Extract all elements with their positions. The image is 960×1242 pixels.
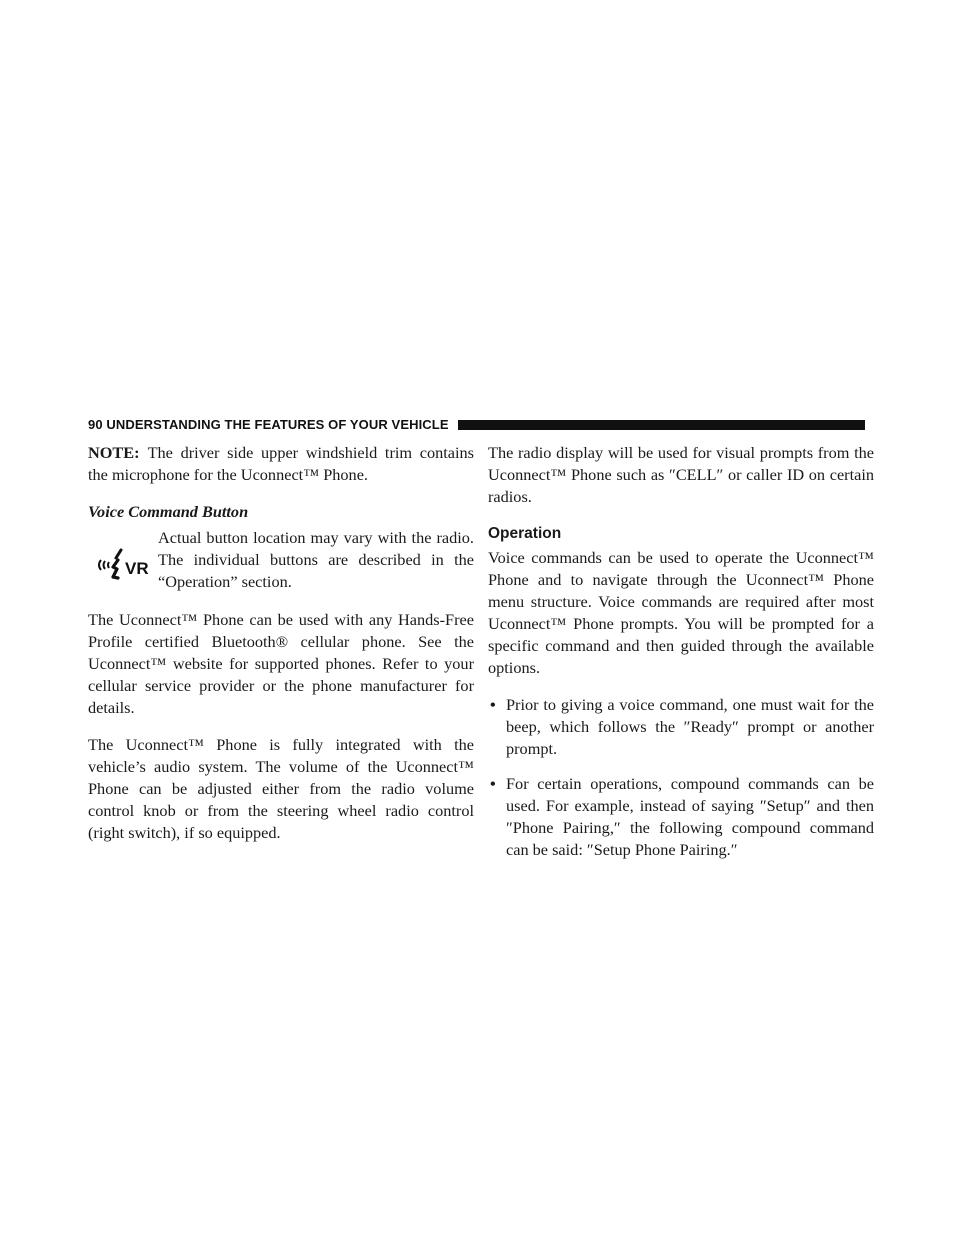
voice-command-text: Actual button location may vary with the radio. The individual buttons are described in the “Operation” section. <box>158 528 474 591</box>
right-column <box>488 442 874 874</box>
page-header <box>88 416 865 434</box>
right-paragraph-1: The radio display will be used for visual prompts from the Uconnect™ Phone such as ″CELL″ or caller ID on certain radios. <box>488 443 874 506</box>
page-header-title: 90 UNDERSTANDING THE FEATURES OF YOUR VEHICLE <box>88 417 449 432</box>
list-item-text: Prior to giving a voice command, one must wait for the beep, which follows the ″Ready″ prompt or another prompt. <box>506 695 874 758</box>
voice-command-heading: Voice Command Button <box>88 502 249 521</box>
left-column <box>88 442 474 859</box>
bullet-dot: • <box>490 695 496 714</box>
left-paragraph-1: The Uconnect™ Phone can be used with any Hands-Free Profile certified Bluetooth® cellular phone. See the Uconnect™ website for supported phones. Refer to your cellular service provider or the phone manufacturer for details. <box>88 610 474 717</box>
right-paragraph-2: Voice commands can be used to operate the Uconnect™ Phone and to navigate through the Uconnect™ Phone menu structure. Voice commands are required after most Uconnect™ Phone prompts. You will be prompted for a specific command and then guided through the available options. <box>488 548 874 677</box>
list-item <box>488 694 874 760</box>
voice-command-block <box>88 527 474 593</box>
voice-recognition-icon-label: VR <box>125 559 149 578</box>
note-label: NOTE: <box>88 443 140 462</box>
left-paragraph-2: The Uconnect™ Phone is fully integrated with the vehicle’s audio system. The volume of the Uconnect™ Phone can be adjusted either from the radio volume control knob or from the steering wheel radio control (right switch), if so equipped. <box>88 735 474 842</box>
voice-recognition-icon <box>94 547 154 581</box>
list-item <box>488 773 874 861</box>
note-text: The driver side upper windshield trim contains the microphone for the Uconnect™ Phone. <box>88 443 474 484</box>
header-rule <box>458 420 865 430</box>
note-paragraph <box>88 442 474 486</box>
operation-heading: Operation <box>488 525 562 542</box>
list-item-text: For certain operations, compound commands can be used. For example, instead of saying ″Setup″ and then ″Phone Pairing,″ the following compound command can be said: ″Setup Phone Pairing.″ <box>506 774 874 859</box>
bullet-dot: • <box>490 774 496 793</box>
bullet-list <box>488 694 874 861</box>
